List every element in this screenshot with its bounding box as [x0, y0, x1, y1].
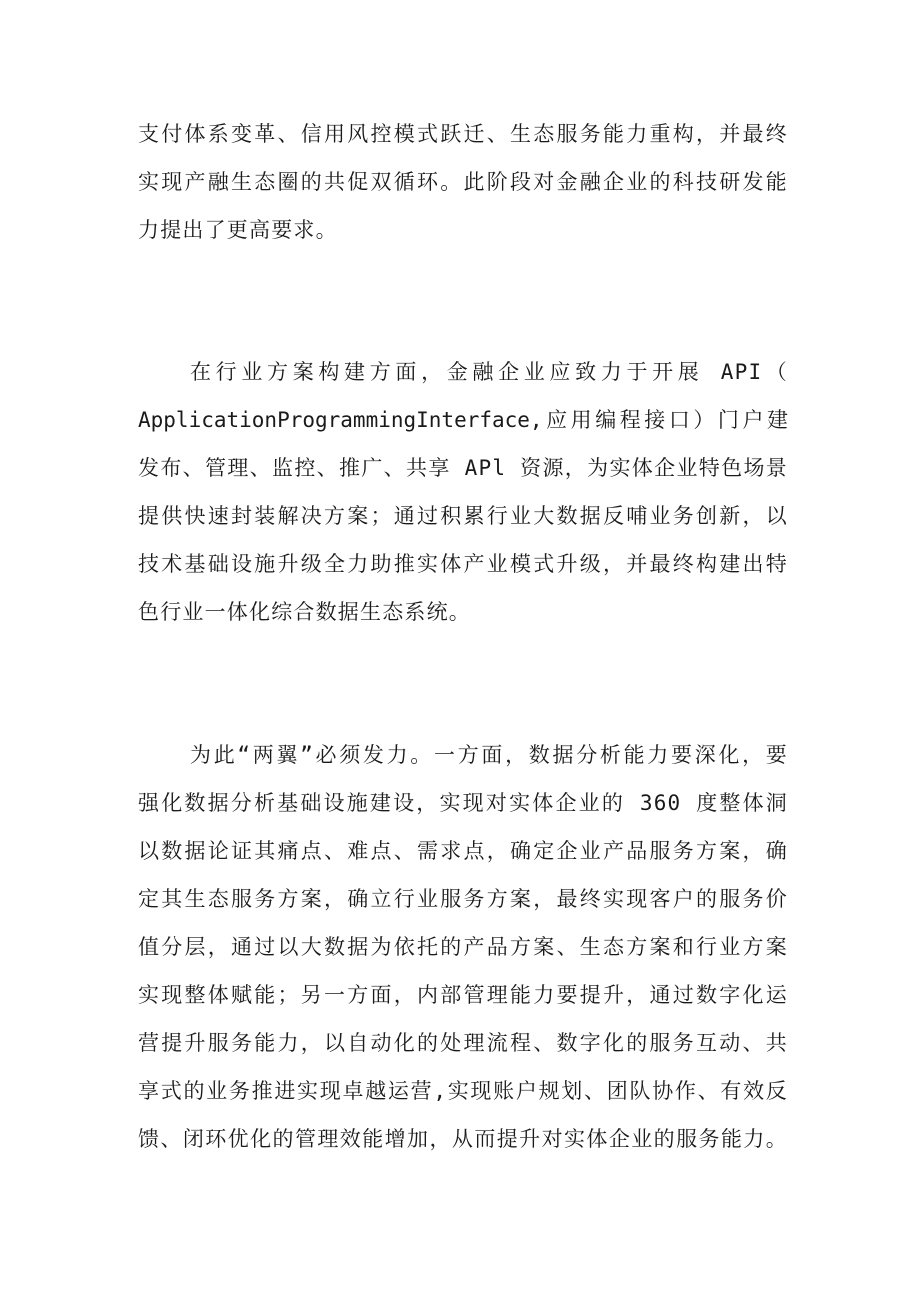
text-line: 技术基础设施升级全力助推实体产业模式升级，并最终构建出特: [138, 552, 788, 576]
paragraph-1: [138, 110, 788, 254]
text-line: 支付体系变革、信用风控模式跃迁、生态服务能力重构，并最终: [138, 122, 788, 146]
text-line: 为此“两翼”必须发力。一方面，数据分析能力要深化，要: [190, 743, 788, 767]
text-line: 定其生态服务方案，确立行业服务方案，最终实现客户的服务价: [138, 887, 788, 911]
text-line: 享式的业务推进实现卓越运营,实现账户规划、团队协作、有效反: [138, 1079, 788, 1103]
text-line: 以数据论证其痛点、难点、需求点，确定企业产品服务方案，确: [138, 839, 788, 863]
paragraph-3: [138, 731, 788, 1163]
text-line: 在行业方案构建方面，金融企业应致力于开展 API（: [190, 360, 788, 384]
text-line: 实现产融生态圈的共促双循环。此阶段对金融企业的科技研发能: [138, 170, 788, 194]
text-line: 发布、管理、监控、推广、共享 APl 资源，为实体企业特色场景: [138, 456, 788, 480]
text-line: 营提升服务能力，以自动化的处理流程、数字化的服务互动、共: [138, 1031, 788, 1055]
text-line: 色行业一体化综合数据生态系统。: [138, 600, 471, 624]
text-line: 提供快速封装解决方案；通过积累行业大数据反哺业务创新，以: [138, 504, 788, 528]
text-line: 实现整体赋能；另一方面，内部管理能力要提升，通过数字化运: [138, 983, 788, 1007]
text-line: 力提出了更高要求。: [138, 218, 338, 242]
text-line: 强化数据分析基础设施建设，实现对实体企业的 360 度整体洞: [138, 791, 788, 815]
text-line: 馈、闭环优化的管理效能增加，从而提升对实体企业的服务能力。: [138, 1127, 788, 1151]
paragraph-2: [138, 348, 788, 636]
text-line: ApplicationProgrammingInterface,应用编程接口）门户建: [138, 408, 788, 432]
text-line: 值分层，通过以大数据为依托的产品方案、生态方案和行业方案: [138, 935, 788, 959]
